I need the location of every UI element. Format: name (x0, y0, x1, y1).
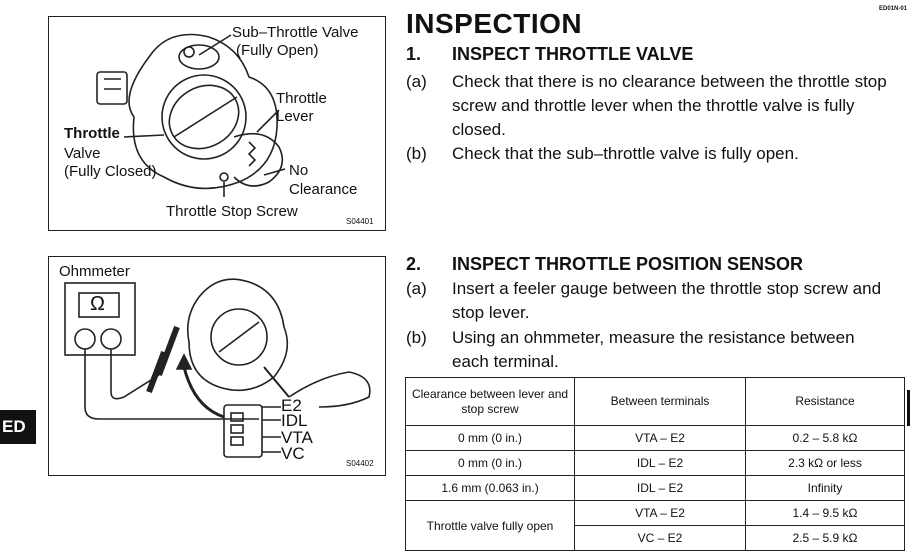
table-row (406, 451, 905, 476)
table-row (406, 426, 905, 451)
header-terminals: Between terminals (575, 378, 746, 426)
label-throttle-stop-screw: Throttle Stop Screw (166, 203, 298, 220)
step-tag: (a) (406, 72, 427, 91)
table-row (406, 476, 905, 501)
label-no-clearance-2: Clearance (289, 181, 358, 198)
page-title: INSPECTION (406, 8, 583, 39)
cell-resistance: 2.5 – 5.9 kΩ (746, 526, 905, 551)
cell-terminals: VC – E2 (575, 526, 746, 551)
label-terminal-e2: E2 (281, 396, 302, 415)
cell-clearance: Throttle valve fully open (406, 501, 575, 551)
figure-throttle-valve (48, 16, 386, 231)
page-edge-mark (907, 390, 910, 426)
cell-resistance: Infinity (746, 476, 905, 501)
section2-step-b (406, 326, 906, 374)
document-code: ED01N-01 (878, 6, 907, 12)
cell-resistance: 0.2 – 5.8 kΩ (746, 426, 905, 451)
step-tag: (b) (406, 328, 427, 347)
table-header-row (406, 378, 905, 426)
cell-clearance: 1.6 mm (0.063 in.) (406, 476, 575, 501)
section2-heading (406, 254, 803, 275)
cell-clearance: 0 mm (0 in.) (406, 426, 575, 451)
label-throttle-valve-2: Valve (64, 145, 101, 162)
ohmmeter-drawing (49, 257, 385, 475)
step-line: closed. (452, 120, 506, 139)
step-line: Check that the sub–throttle valve is fully open. (452, 144, 799, 163)
resistance-spec-table (405, 377, 905, 551)
section1-number: 1. (406, 44, 422, 64)
step-line: Insert a feeler gauge between the throttle stop screw and (452, 279, 882, 298)
step-line: Check that there is no clearance between the throttle stop (452, 72, 887, 91)
section2-title: INSPECT THROTTLE POSITION SENSOR (452, 254, 804, 274)
label-throttle-lever-1: Throttle (276, 90, 327, 107)
figure1-code: S04401 (346, 217, 374, 226)
header-resistance: Resistance (746, 378, 905, 426)
section2-number: 2. (406, 254, 422, 274)
cell-resistance: 1.4 – 9.5 kΩ (746, 501, 905, 526)
step-line: screw and throttle lever when the throttle valve is fully (452, 96, 855, 115)
figure2-code: S04402 (346, 459, 374, 468)
step-line: stop lever. (452, 303, 530, 322)
label-sub-throttle-valve: Sub–Throttle Valve (232, 24, 359, 41)
label-terminal-idl: IDL (281, 411, 308, 430)
cell-terminals: VTA – E2 (575, 426, 746, 451)
label-throttle-lever-2: Lever (276, 108, 314, 125)
label-terminal-vc: VC (281, 444, 305, 463)
ohm-symbol: Ω (90, 293, 105, 315)
cell-terminals: IDL – E2 (575, 476, 746, 501)
label-ohmmeter: Ohmmeter (59, 263, 130, 280)
cell-clearance: 0 mm (0 in.) (406, 451, 575, 476)
section2-step-a (406, 277, 906, 325)
step-tag: (b) (406, 144, 427, 163)
cell-terminals: IDL – E2 (575, 451, 746, 476)
section1-step-a (406, 70, 906, 142)
label-terminal-vta: VTA (281, 428, 313, 447)
label-no-clearance-1: No (289, 162, 309, 179)
label-sub-throttle-fully-open: (Fully Open) (236, 42, 319, 59)
section1-step-b (406, 142, 906, 166)
step-tag: (a) (406, 279, 427, 298)
section1-heading (406, 44, 693, 65)
cell-resistance: 2.3 kΩ or less (746, 451, 905, 476)
label-throttle-valve-3: (Fully Closed) (64, 163, 157, 180)
header-clearance: Clearance between lever and stop screw (406, 378, 575, 426)
section1-title: INSPECT THROTTLE VALVE (452, 44, 694, 64)
cell-terminals: VTA – E2 (575, 501, 746, 526)
section-tab-ed: ED (0, 410, 36, 444)
figure-throttle-position-sensor (48, 256, 386, 476)
table-row (406, 501, 905, 526)
step-line: each terminal. (452, 352, 559, 371)
step-line: Using an ohmmeter, measure the resistance between (452, 328, 855, 347)
label-throttle-valve-1: Throttle (64, 125, 120, 142)
